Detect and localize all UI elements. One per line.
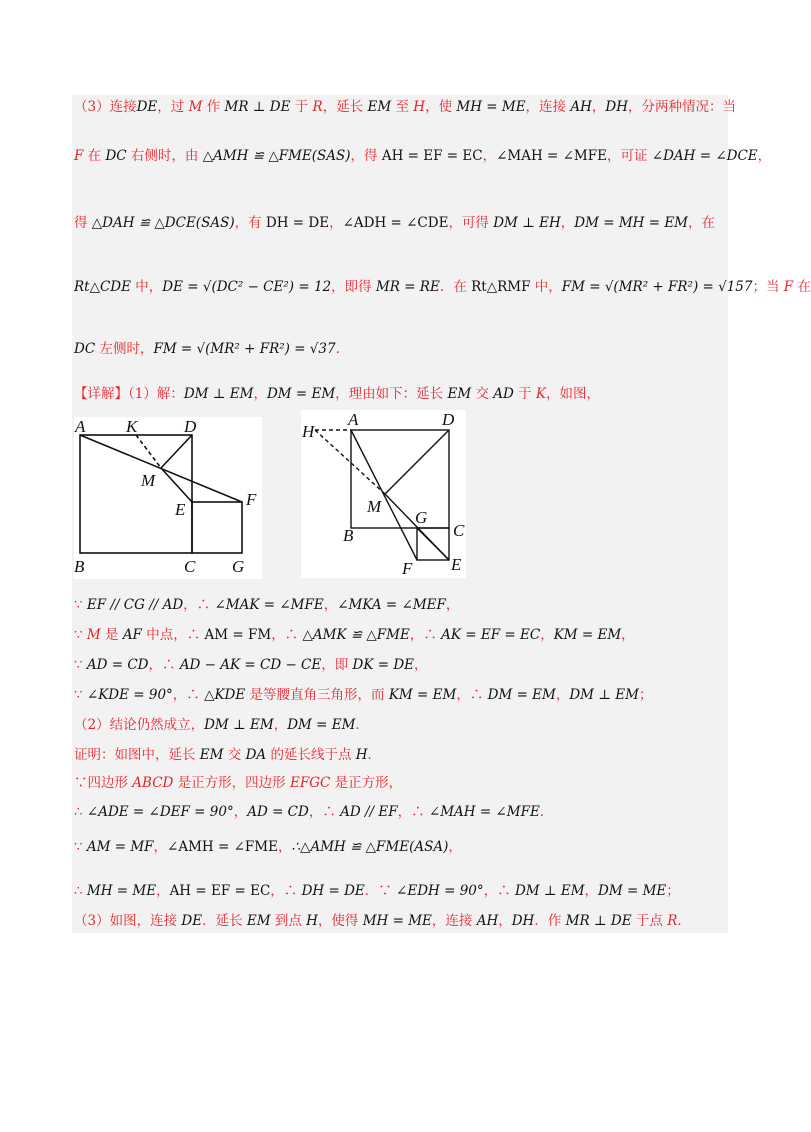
text-run: 的延长线于点 — [266, 747, 356, 763]
math-run: F — [74, 148, 84, 164]
math-run: AH = EF = EC — [169, 883, 271, 899]
text-run: ，可得 — [448, 215, 494, 231]
math-run: DM ⊥ EM — [514, 883, 585, 899]
math-run: ∠ADE = ∠DEF = 90° — [86, 804, 234, 820]
text-run: 于点 — [631, 913, 668, 929]
text-run: ，∴ — [271, 627, 303, 643]
math-run: MR = RE — [375, 279, 440, 295]
math-run: DA — [245, 747, 267, 763]
solution-line-14 — [74, 803, 553, 821]
text-run: ，在 — [688, 215, 716, 231]
math-run: DM = EM — [487, 687, 556, 703]
text-run: 于 — [513, 386, 536, 402]
text-run: ，有 — [234, 215, 266, 231]
solution-line-13 — [74, 774, 402, 792]
math-run: AD − AK = CD − CE — [179, 657, 322, 673]
math-run: Rt△RMF — [471, 279, 531, 295]
geometry-figure-1 — [74, 417, 262, 579]
text-run: ，∴ — [148, 657, 180, 673]
math-run: F — [783, 279, 794, 295]
math-run: ∠MKA = ∠MEF — [337, 597, 446, 613]
text-run: ，延长 — [322, 99, 368, 115]
math-run: H — [306, 913, 318, 929]
text-run: ，即 — [321, 657, 353, 673]
solution-line-5 — [74, 340, 349, 358]
text-run: ，∴ — [456, 687, 488, 703]
text-run: 中， — [530, 279, 562, 295]
text-run: ， — [233, 804, 248, 820]
label-k: K — [126, 417, 138, 436]
math-run: H — [413, 99, 426, 115]
math-run: ∠AMH = ∠FME — [167, 839, 278, 855]
label-a: A — [75, 417, 86, 436]
text-run: ． — [335, 341, 350, 357]
math-run: DH = DE — [265, 215, 330, 231]
solution-line-8 — [74, 626, 635, 644]
solution-line-11 — [74, 716, 369, 734]
solution-line-16 — [74, 882, 680, 900]
text-run: ， — [445, 597, 460, 613]
solution-line-15 — [74, 838, 462, 856]
math-run: DM ⊥ EM — [569, 687, 639, 703]
label-b: B — [74, 557, 85, 576]
text-run: ∴ — [74, 883, 87, 899]
label-c: C — [184, 557, 196, 576]
label-d: D — [442, 410, 455, 429]
solution-line-12 — [74, 746, 381, 764]
text-run: 交 — [471, 386, 494, 402]
label-a: A — [348, 410, 359, 429]
text-run: ， — [323, 597, 338, 613]
math-run: ∠MAH = ∠MFE — [496, 148, 607, 164]
text-run: 证明：如图中，延长 — [74, 747, 200, 763]
math-run: R — [312, 99, 323, 115]
text-run: ∵四边形 — [74, 775, 133, 791]
math-run: DM ⊥ EM — [183, 386, 254, 402]
math-run: DE — [181, 913, 203, 929]
math-run: △AMK ≌ △FME — [302, 627, 410, 643]
math-run: DH = DE — [301, 883, 365, 899]
text-run: 在 — [793, 279, 811, 295]
math-run: M — [86, 627, 101, 643]
math-run: ∠EDH = 90° — [396, 883, 484, 899]
text-run: ，∴ — [172, 687, 205, 703]
math-run: EM — [447, 386, 472, 402]
math-run: ∠MAH = ∠MFE — [428, 804, 540, 820]
text-run: 至 — [391, 99, 414, 115]
math-run: DM = EM — [287, 717, 356, 733]
math-run: DE — [136, 99, 158, 115]
label-b: B — [343, 526, 354, 545]
solution-line-17 — [74, 912, 691, 930]
text-run: ． — [355, 717, 369, 733]
math-run: AD = CD — [86, 657, 149, 673]
label-h: H — [302, 422, 315, 441]
solution-line-1 — [74, 98, 736, 116]
text-run: ，∴ — [483, 883, 515, 899]
text-run: ∵ — [74, 657, 87, 673]
math-run: MH = ME — [456, 99, 526, 115]
math-run: DK = DE — [352, 657, 415, 673]
text-run: 是正方形， — [330, 775, 403, 791]
math-run: Rt△CDE — [74, 279, 131, 295]
text-run: ，使 — [425, 99, 457, 115]
text-run: ∵ — [74, 687, 87, 703]
math-run: FM = √(MR² + FR²) = √37 — [153, 341, 336, 357]
label-g: G — [415, 508, 428, 527]
math-run: K — [535, 386, 547, 402]
text-run: ，使得 — [317, 913, 363, 929]
math-run: AD = CD — [247, 804, 309, 820]
text-run: 是等腰直角三角形，而 — [245, 687, 389, 703]
label-d: D — [184, 417, 197, 436]
text-run: 是正方形，四边形 — [173, 775, 290, 791]
label-f: F — [402, 559, 413, 578]
math-run: FM = √(MR² + FR²) = √157 — [561, 279, 753, 295]
text-run: ， — [584, 883, 599, 899]
text-run: ，∴ — [270, 883, 302, 899]
text-run: ， — [253, 386, 267, 402]
text-run: 到点 — [270, 913, 307, 929]
math-run: DH — [511, 913, 535, 929]
text-run: ， — [540, 627, 554, 643]
text-run: 中， — [130, 279, 163, 295]
math-run: MR ⊥ DE — [224, 99, 291, 115]
text-run: ， — [277, 839, 292, 855]
text-run: （3）连接 — [74, 99, 137, 115]
text-run: （3）如图，连接 — [74, 913, 182, 929]
math-run: EF // CG // AD — [86, 597, 184, 613]
text-run: ∵ — [74, 627, 87, 643]
label-m: M — [367, 497, 382, 516]
math-run: AH — [570, 99, 592, 115]
text-run: ．∵ — [364, 883, 397, 899]
math-run: AM = FM — [204, 627, 272, 643]
text-run: 在 — [83, 148, 106, 164]
math-run: DC — [74, 341, 96, 357]
text-run: 于 — [290, 99, 313, 115]
math-run: KM = EM — [388, 687, 457, 703]
math-run: EM — [246, 913, 271, 929]
math-run: ∠KDE = 90° — [86, 687, 173, 703]
math-run: DM = MH = EM — [574, 215, 689, 231]
label-g: G — [232, 557, 245, 576]
math-run: EM — [367, 99, 392, 115]
text-run: 左侧时， — [95, 341, 154, 357]
math-run: AM = MF — [86, 839, 154, 855]
math-run: AD — [493, 386, 514, 402]
math-run: EM — [199, 747, 224, 763]
text-run: ． — [367, 747, 382, 763]
text-run: ，∴ — [397, 804, 429, 820]
text-run: 交 — [223, 747, 246, 763]
text-run: ∵ — [74, 597, 87, 613]
text-run: ， — [498, 913, 512, 929]
text-run: 【详解】（1）解： — [74, 386, 184, 402]
text-run: ， — [414, 657, 428, 673]
math-run: DM = ME — [598, 883, 667, 899]
text-run: ∴ — [74, 804, 87, 820]
math-run: AH = EF = EC — [381, 148, 483, 164]
text-run: ， — [560, 215, 575, 231]
math-run: ∠DAH = ∠DCE — [651, 148, 758, 164]
math-run: △AMH ≌ △FME(SAS) — [202, 148, 351, 164]
text-run: ∵ — [74, 839, 87, 855]
text-run: ，理由如下：延长 — [335, 386, 448, 402]
solution-line-4 — [74, 278, 811, 296]
text-run: ，分两种情况：当 — [627, 99, 736, 115]
text-run: ． — [539, 804, 554, 820]
label-e: E — [451, 555, 462, 574]
label-c: C — [453, 521, 465, 540]
math-run: EFGC — [289, 775, 331, 791]
math-run: R — [667, 913, 678, 929]
text-run: ，如图， — [546, 386, 601, 402]
math-run: M — [188, 99, 203, 115]
solution-line-9 — [74, 656, 428, 674]
math-run: DE = √(DC² − CE²) = 12 — [162, 279, 332, 295]
text-run: ． — [677, 913, 691, 929]
solution-line-6 — [74, 385, 600, 403]
text-run: ； — [666, 883, 680, 899]
solution-line-2 — [74, 147, 771, 165]
text-run: ， — [329, 215, 343, 231]
label-f: F — [246, 490, 257, 509]
math-run: KM = EM — [553, 627, 622, 643]
text-run: ， — [448, 839, 462, 855]
text-run: ， — [482, 148, 497, 164]
math-run: MR ⊥ DE — [565, 913, 632, 929]
math-run: ∴△AMH ≌ △FME(ASA) — [291, 839, 449, 855]
math-run: ABCD — [132, 775, 174, 791]
math-run: AD // EF — [340, 804, 398, 820]
text-run: ， — [591, 99, 606, 115]
label-e: E — [175, 500, 186, 519]
text-run: ， — [156, 883, 170, 899]
text-run: 右侧时，由 — [126, 148, 203, 164]
math-run: MH = ME — [362, 913, 432, 929]
math-run: △KDE — [204, 687, 246, 703]
text-run: ，即得 — [331, 279, 376, 295]
text-run: 得 — [74, 215, 92, 231]
text-run: ，可证 — [606, 148, 652, 164]
text-run: ，连接 — [525, 99, 571, 115]
text-run: ，∴ — [308, 804, 341, 820]
text-run: ；当 — [752, 279, 784, 295]
math-run: DC — [105, 148, 127, 164]
solution-line-7 — [74, 596, 459, 614]
solution-line-10 — [74, 686, 652, 704]
geometry-figure-2 — [301, 410, 466, 578]
text-run: ， — [153, 839, 168, 855]
text-run: ，∴ — [409, 627, 442, 643]
math-run: DH — [605, 99, 628, 115]
text-run: 作 — [202, 99, 225, 115]
text-run: ， — [621, 627, 635, 643]
text-run: ， — [273, 717, 288, 733]
math-run: ∠ADH = ∠CDE — [342, 215, 449, 231]
text-run: ，∴ — [183, 597, 215, 613]
text-run: ．作 — [534, 913, 566, 929]
text-run: 中点，∴ — [141, 627, 205, 643]
math-run: DM = EM — [266, 386, 336, 402]
math-run: AF — [122, 627, 142, 643]
text-run: ．延长 — [202, 913, 247, 929]
text-run: ， — [555, 687, 570, 703]
text-run: ，过 — [157, 99, 189, 115]
text-run: ， — [757, 148, 772, 164]
math-run: H — [355, 747, 368, 763]
math-run: △DAH ≌ △DCE(SAS) — [91, 215, 235, 231]
math-run: AH — [476, 913, 499, 929]
math-run: ∠MAK = ∠MFE — [214, 597, 324, 613]
solution-line-3 — [74, 214, 715, 232]
math-run: AK = EF = EC — [441, 627, 541, 643]
label-m: M — [141, 471, 156, 490]
text-run: ，连接 — [431, 913, 477, 929]
text-run: （2）结论仍然成立， — [74, 717, 205, 733]
math-run: DM ⊥ EM — [204, 717, 274, 733]
square-cefg — [192, 502, 242, 553]
math-run: MH = ME — [86, 883, 157, 899]
text-run: ．在 — [439, 279, 472, 295]
math-run: DM ⊥ EH — [493, 215, 561, 231]
text-run: ； — [638, 687, 653, 703]
text-run: ，得 — [350, 148, 382, 164]
text-run: 是 — [100, 627, 123, 643]
